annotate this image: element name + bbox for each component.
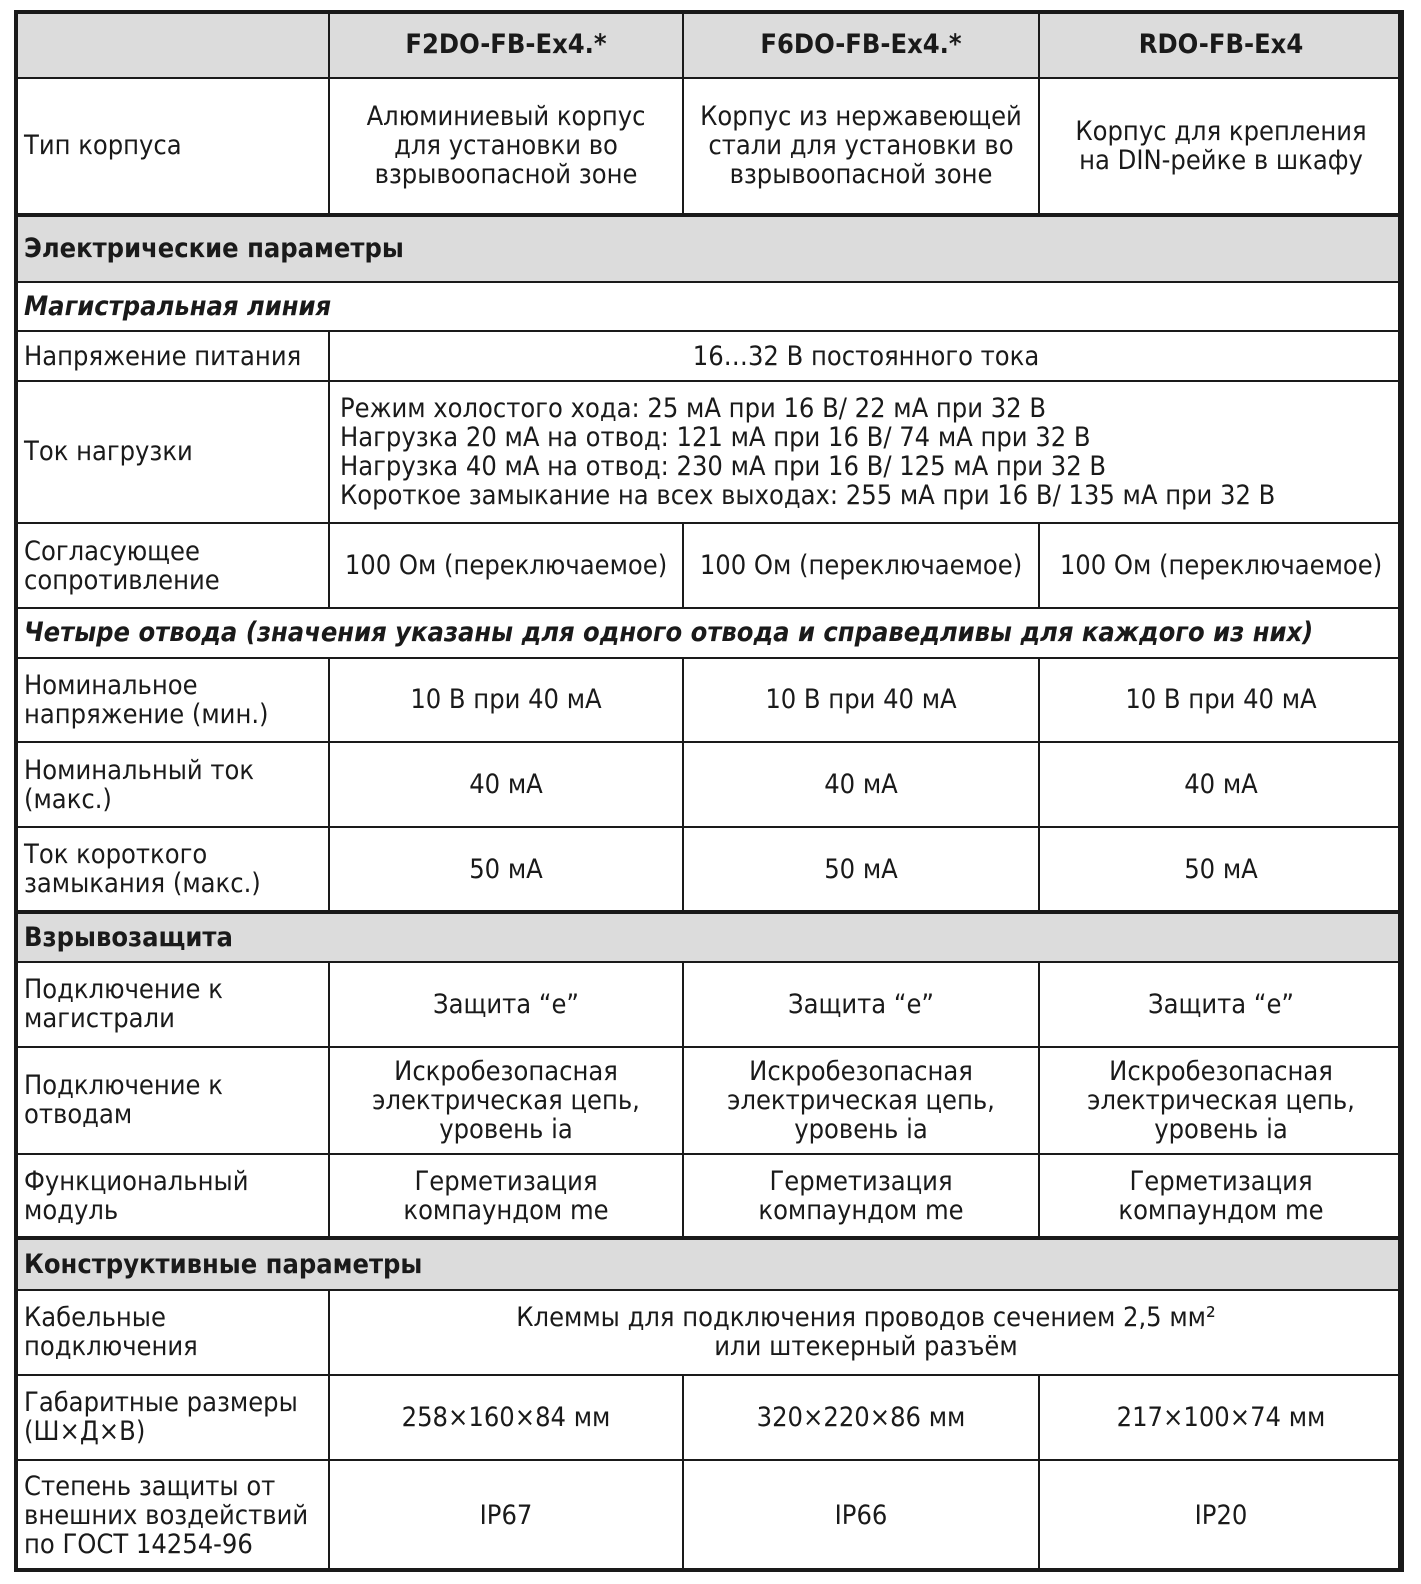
protection-rdo: IP20 xyxy=(1039,1460,1403,1571)
nominal-voltage-f2do: 10 В при 40 мА xyxy=(329,658,683,743)
supply-voltage-label: Напряжение питания xyxy=(15,331,329,381)
header-col-f6do: F6DO-FB-Ex4.* xyxy=(683,11,1039,78)
header-col-f2do: F2DO-FB-Ex4.* xyxy=(329,11,683,78)
subsection-title-spurs: Четыре отвода (значения указаны для одного отвода и справедливы для каждого из них) xyxy=(15,608,1403,658)
functional-module-label: Функциональный модуль xyxy=(15,1154,329,1239)
supply-voltage-value: 16…32 В постоянного тока xyxy=(329,331,1403,381)
nominal-current-label: Номинальный ток (макс.) xyxy=(15,742,329,827)
nominal-voltage-label: Номинальное напряжение (мин.) xyxy=(15,658,329,743)
load-current-label: Ток нагрузки xyxy=(15,381,329,523)
nominal-current-f2do: 40 мА xyxy=(329,742,683,827)
termination-label: Согласующее сопротивление xyxy=(15,523,329,608)
dimensions-label: Габаритные размеры (Ш×Д×В) xyxy=(15,1375,329,1460)
dimensions-rdo: 217×100×74 мм xyxy=(1039,1375,1403,1460)
cable-connection-label: Кабельные подключения xyxy=(15,1290,329,1375)
subsection-title-trunk: Магистральная линия xyxy=(15,282,1403,332)
protection-f6do: IP66 xyxy=(683,1460,1039,1571)
section-title-electrical: Электрические параметры xyxy=(15,215,1403,282)
section-title-construction: Конструктивные параметры xyxy=(15,1238,1403,1290)
nominal-voltage-rdo: 10 В при 40 мА xyxy=(1039,658,1403,743)
spur-connection-f2do: Искробезопасная электрическая цепь, уровень ia xyxy=(329,1047,683,1154)
trunk-connection-f6do: Защита “е” xyxy=(683,962,1039,1047)
nominal-current-f6do: 40 мА xyxy=(683,742,1039,827)
spur-connection-rdo: Искробезопасная электрическая цепь, уровень ia xyxy=(1039,1047,1403,1154)
section-title-explosion: Взрывозащита xyxy=(15,912,1403,962)
dimensions-f2do: 258×160×84 мм xyxy=(329,1375,683,1460)
nominal-voltage-f6do: 10 В при 40 мА xyxy=(683,658,1039,743)
trunk-connection-label: Подключение к магистрали xyxy=(15,962,329,1047)
trunk-connection-rdo: Защита “е” xyxy=(1039,962,1403,1047)
short-circuit-f6do: 50 мА xyxy=(683,827,1039,912)
protection-label: Степень защиты от внешних воздействий по ГОСТ 14254-96 xyxy=(15,1460,329,1571)
functional-module-f2do: Герметизация компаундом me xyxy=(329,1154,683,1239)
header-col-rdo: RDO-FB-Ex4 xyxy=(1039,11,1403,78)
dimensions-f6do: 320×220×86 мм xyxy=(683,1375,1039,1460)
spur-connection-f6do: Искробезопасная электрическая цепь, уровень ia xyxy=(683,1047,1039,1154)
housing-label: Тип корпуса xyxy=(15,78,329,215)
termination-f2do: 100 Ом (переключаемое) xyxy=(329,523,683,608)
termination-f6do: 100 Ом (переключаемое) xyxy=(683,523,1039,608)
load-current-value: Режим холостого хода: 25 мА при 16 В/ 22 мА при 32 В Нагрузка 20 мА на отвод: 121 мА при 16 В/ 74 мА при 32 В Нагрузка 40 мА на отвод: 230 мА при 16 В/ 125 мА при 32 В Короткое замыкание на всех выходах: 255 мА при 16 В/ 135 мА при 32 В xyxy=(329,381,1403,523)
spur-connection-label: Подключение к отводам xyxy=(15,1047,329,1154)
short-circuit-f2do: 50 мА xyxy=(329,827,683,912)
trunk-connection-f2do: Защита “е” xyxy=(329,962,683,1047)
table-outer-frame xyxy=(14,10,1402,1572)
functional-module-rdo: Герметизация компаундом me xyxy=(1039,1154,1403,1239)
protection-f2do: IP67 xyxy=(329,1460,683,1571)
housing-f6do: Корпус из нержавеющей стали для установки во взрывоопасной зоне xyxy=(683,78,1039,215)
cable-connection-value: Клеммы для подключения проводов сечением 2,5 мм² или штекерный разъём xyxy=(329,1290,1403,1375)
termination-rdo: 100 Ом (переключаемое) xyxy=(1039,523,1403,608)
housing-rdo: Корпус для крепления на DIN-рейке в шкафу xyxy=(1039,78,1403,215)
short-circuit-rdo: 50 мА xyxy=(1039,827,1403,912)
short-circuit-label: Ток короткого замыкания (макс.) xyxy=(15,827,329,912)
nominal-current-rdo: 40 мА xyxy=(1039,742,1403,827)
housing-f2do: Алюминиевый корпус для установки во взрывоопасной зоне xyxy=(329,78,683,215)
functional-module-f6do: Герметизация компаундом me xyxy=(683,1154,1039,1239)
